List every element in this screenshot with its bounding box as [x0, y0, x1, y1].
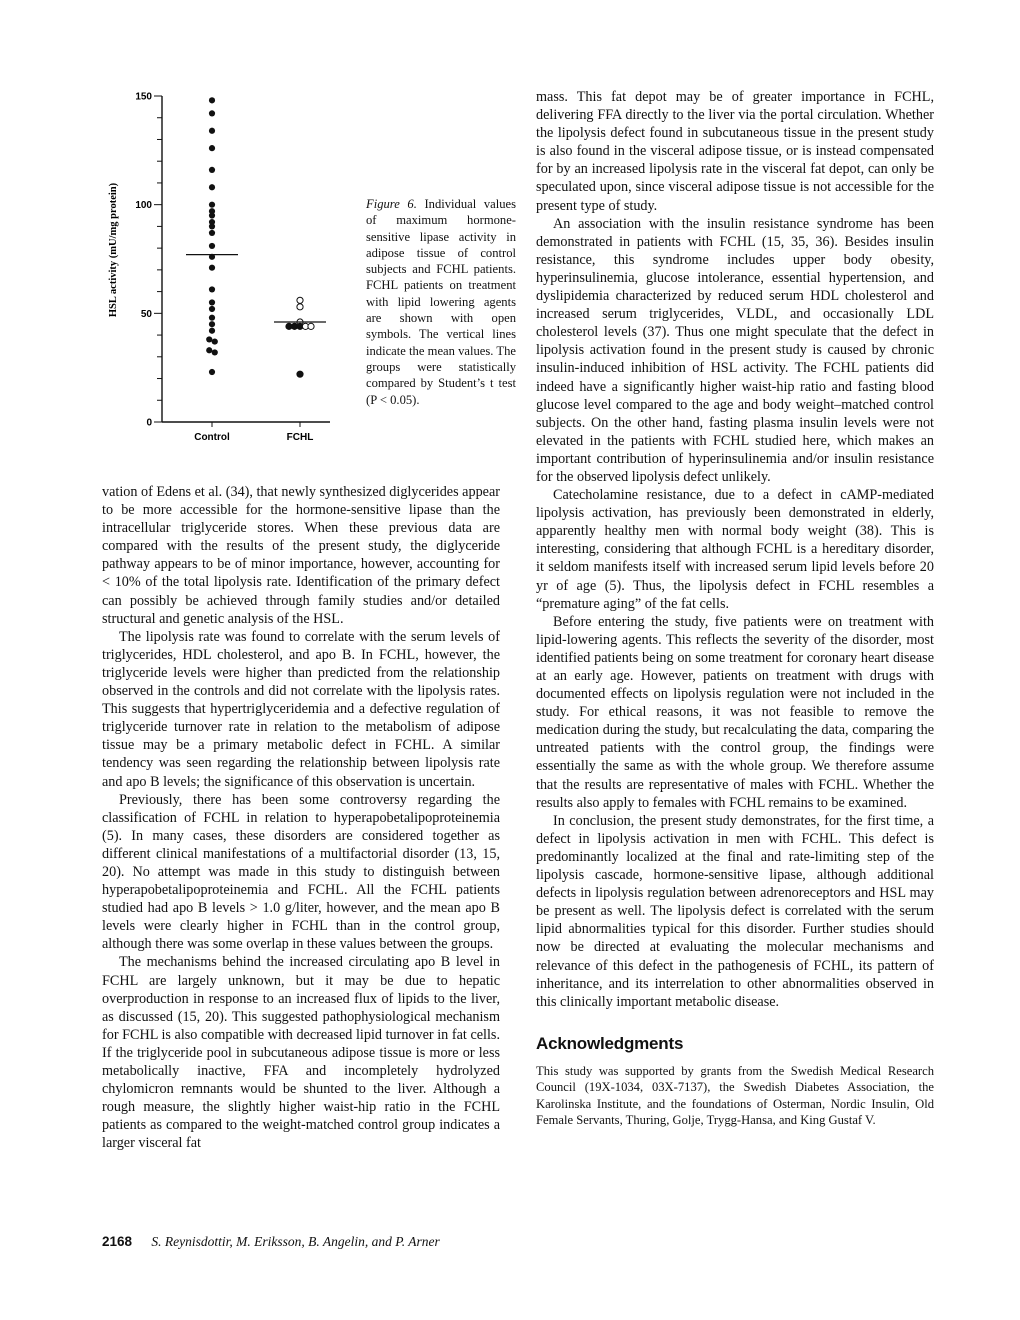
y-tick-label: 150 [135, 91, 152, 103]
hsl-activity-chart [100, 80, 360, 480]
fchl-data-point [297, 371, 303, 377]
control-data-point [209, 223, 215, 229]
paragraph: An association with the insulin resistance syndrome has been demonstrated in patients with FCHL (15, 35, 36). Besides insulin resistance, this syndrome includes upper body obesity, hyperinsulinemia, glucose intolerance, essential hypertension, and dyslipidemia characterized by reduced serum HDL cholesterol and increased serum triglycerides, VLDL, and occasionally LDL cholesterol levels (37). Thus one might speculate that the defect in lipolysis activation found in the present study is caused by chronic insulin-induced inhibition of HSL activity. The FCHL patients did indeed have a significantly higher waist-hip ratio and fasting blood glucose level compared to the age and body weight–matched control subjects. On the other hand, fasting plasma insulin levels were not elevated in the patients with FCHL studied here, which makes an important contribution of hyperinsulinemia and/or insulin resistance for the observed lipolysis defect unlikely. [536, 215, 934, 485]
fchl-treated-data-point [308, 323, 314, 329]
figure-6 [100, 80, 520, 480]
control-data-point [209, 286, 215, 292]
control-data-point [209, 328, 215, 334]
control-data-point [209, 167, 215, 173]
control-data-point [209, 265, 215, 271]
control-data-point [212, 338, 218, 344]
control-data-point [209, 306, 215, 312]
fchl-treated-data-point [297, 297, 303, 303]
figure-caption [366, 196, 516, 408]
control-data-point [209, 184, 215, 190]
control-data-point [209, 128, 215, 134]
control-data-point [209, 243, 215, 249]
page-number: 2168 [102, 1234, 133, 1249]
control-data-point [209, 299, 215, 305]
y-tick-label: 50 [140, 308, 152, 320]
control-data-point [206, 336, 212, 342]
figure-label: Figure 6. [366, 197, 417, 211]
paragraph: mass. This fat depot may be of greater importance in FCHL, delivering FFA directly to the liver via the portal circulation. Whether the lipolysis defect found in subcutaneous tissue in the present study is also found in the visceral adipose tissue, or is instead compensated for by an increased lipolysis rate in the visceral fat depot, can only be speculated upon, since visceral adipose tissue is not accessible for the present type of study. [536, 89, 934, 214]
control-data-point [206, 347, 212, 353]
paragraph: The lipolysis rate was found to correlate with the serum levels of triglycerides, HDL cholesterol, and apo B. In FCHL, however, the triglyceride levels were higher than predicted from the relationship observed in the controls and did not correlate with the lipolysis rates. This suggests that hypertriglyceridemia and a defective regulation of triglyceride turnover rate in relation to the metabolism of adipose tissue may be a primary metabolic defect in FCHL. A similar tendency was seen regarding the relationship between lipolysis rate and apo B levels; the significance of this observation is uncertain. [102, 628, 500, 790]
right-column [536, 88, 934, 1129]
control-data-point [209, 369, 215, 375]
footer-authors: S. Reynisdottir, M. Eriksson, B. Angelin, and P. Arner [151, 1234, 440, 1249]
control-data-point [209, 230, 215, 236]
control-data-point [209, 212, 215, 218]
x-category-label: FCHL [286, 432, 314, 443]
control-data-point [209, 321, 215, 327]
paragraph: vation of Edens et al. (34), that newly synthesized diglycerides appear to be more accessible for the hormone-sensitive lipase than the intracellular triglyceride stores. When these previous data are compared with the results of the present study, the diglyceride pathway appears to be of minor importance, however, accounting for < 10% of the total lipolysis rate. Identification of the primary defect can possibly be achieved through family studies and/or detailed structural and genetic analysis of the HSL. [102, 484, 500, 627]
control-data-point [212, 349, 218, 355]
paragraph: Before entering the study, five patients were on treatment with lipid-lowering agents. This reflects the severity of the disorder, most identified patients being on some treatment for coronary heart disease at an early age. However, patients on treatment with drugs with documented effects on lipolysis regulation were not included in the study. For ethical reasons, it was not feasible to remove the medication during the study, but recalculating the data, comparing the untreated patients with the control group, the findings were essentially the same as with the whole group. We therefore assume that the results are representative of males with FCHL. Whether the results also apply to females with FCHL remains to be examined. [536, 613, 934, 811]
left-column [102, 483, 500, 1152]
paragraph: In conclusion, the present study demonstrates, for the first time, a defect in lipolysis activation in men with FCHL. This defect is predominantly localized at the final and rate-limiting step of the lipolysis cascade, hormone-sensitive lipase, although additional defects in lipolysis regulation between adrenoreceptors and HSL may be present as well. The lipolysis defect is correlated with the serum lipid abnormalities typical for this disorder. Further studies should now be directed at evaluating the molecular mechanisms and relevance of this defect in the pathogenesis of FCHL, its pattern of inheritance, and its interrelation to other abnormalities observed in this clinically important metabolic disease. [536, 812, 934, 1010]
control-data-point [209, 202, 215, 208]
acknowledgments-heading: Acknowledgments [536, 1033, 684, 1053]
page-footer [102, 1234, 440, 1250]
figure-caption-text: Individual values of maximum hormone-sensitive lipase activity in adipose tissue of control subjects and FCHL patients. FCHL patients on treatment with lipid lowering agents are shown with open symbols. The vertical lines indicate the mean values. The groups were statistically compared by Student’s t test (P < 0.05). [366, 197, 516, 407]
y-axis-title: HSL activity (mU/mg protein) [108, 182, 119, 318]
acknowledgments-text: This study was supported by grants from the Swedish Medical Research Council (19X-1034, 03X-7137), the Swedish Diabetes Association, the Karolinska Institute, and the foundations of Osterman, Nordic Insulin, Old Female Servants, Thuring, Golje, Trygg-Hansa, and King Gustaf V. [536, 1063, 934, 1128]
control-data-point [209, 97, 215, 103]
fchl-treated-data-point [297, 304, 303, 310]
paragraph: The mechanisms behind the increased circulating apo B level in FCHL are largely unknown, but it may be due to hepatic overproduction in response to an increased flux of lipids to the liver, as discussed (15, 20). This suggested pathophysiological mechanism for FCHL is also compatible with decreased lipid turnover in fat cells. If the triglyceride pool in subcutaneous adipose tissue is more or less metabolically inactive, FFA and incompletely hydrolyzed chylomicron remnants would be shunted to the liver. Although a rough measure, the slightly higher waist-hip ratio in the FCHL patients as compared to the weight-matched control group indicates a larger visceral fat [102, 954, 500, 1152]
control-data-point [209, 315, 215, 321]
paragraph: Catecholamine resistance, due to a defect in cAMP-mediated lipolysis activation, has previously been demonstrated in elderly, apparently healthy men with normal body weight (38). This is interesting, considering that although FCHL is a hereditary disorder, it seldom manifests itself with increased serum lipid levels before 20 yr of age (5). Thus, the lipolysis defect in FCHL resembles a “premature aging” of the fat cells. [536, 487, 934, 612]
x-category-label: Control [194, 432, 230, 443]
y-tick-label: 0 [146, 417, 152, 429]
paragraph: Previously, there has been some controversy regarding the classification of FCHL in relation to hyperapobetalipoproteinemia (5). In many cases, these disorders are considered together as different clinical manifestations of a multifactorial disorder (13, 15, 20). No attempt was made in this study to distinguish between hyperapobetalipoproteinemia and FCHL. All the FCHL patients studied had apo B levels > 1.0 g/liter, however, and the mean apo B levels were clearly higher in FCHL than in the control group, although there was some overlap in these values between the groups. [102, 791, 500, 953]
control-data-point [209, 145, 215, 151]
control-data-point [209, 110, 215, 116]
y-tick-label: 100 [135, 200, 152, 212]
